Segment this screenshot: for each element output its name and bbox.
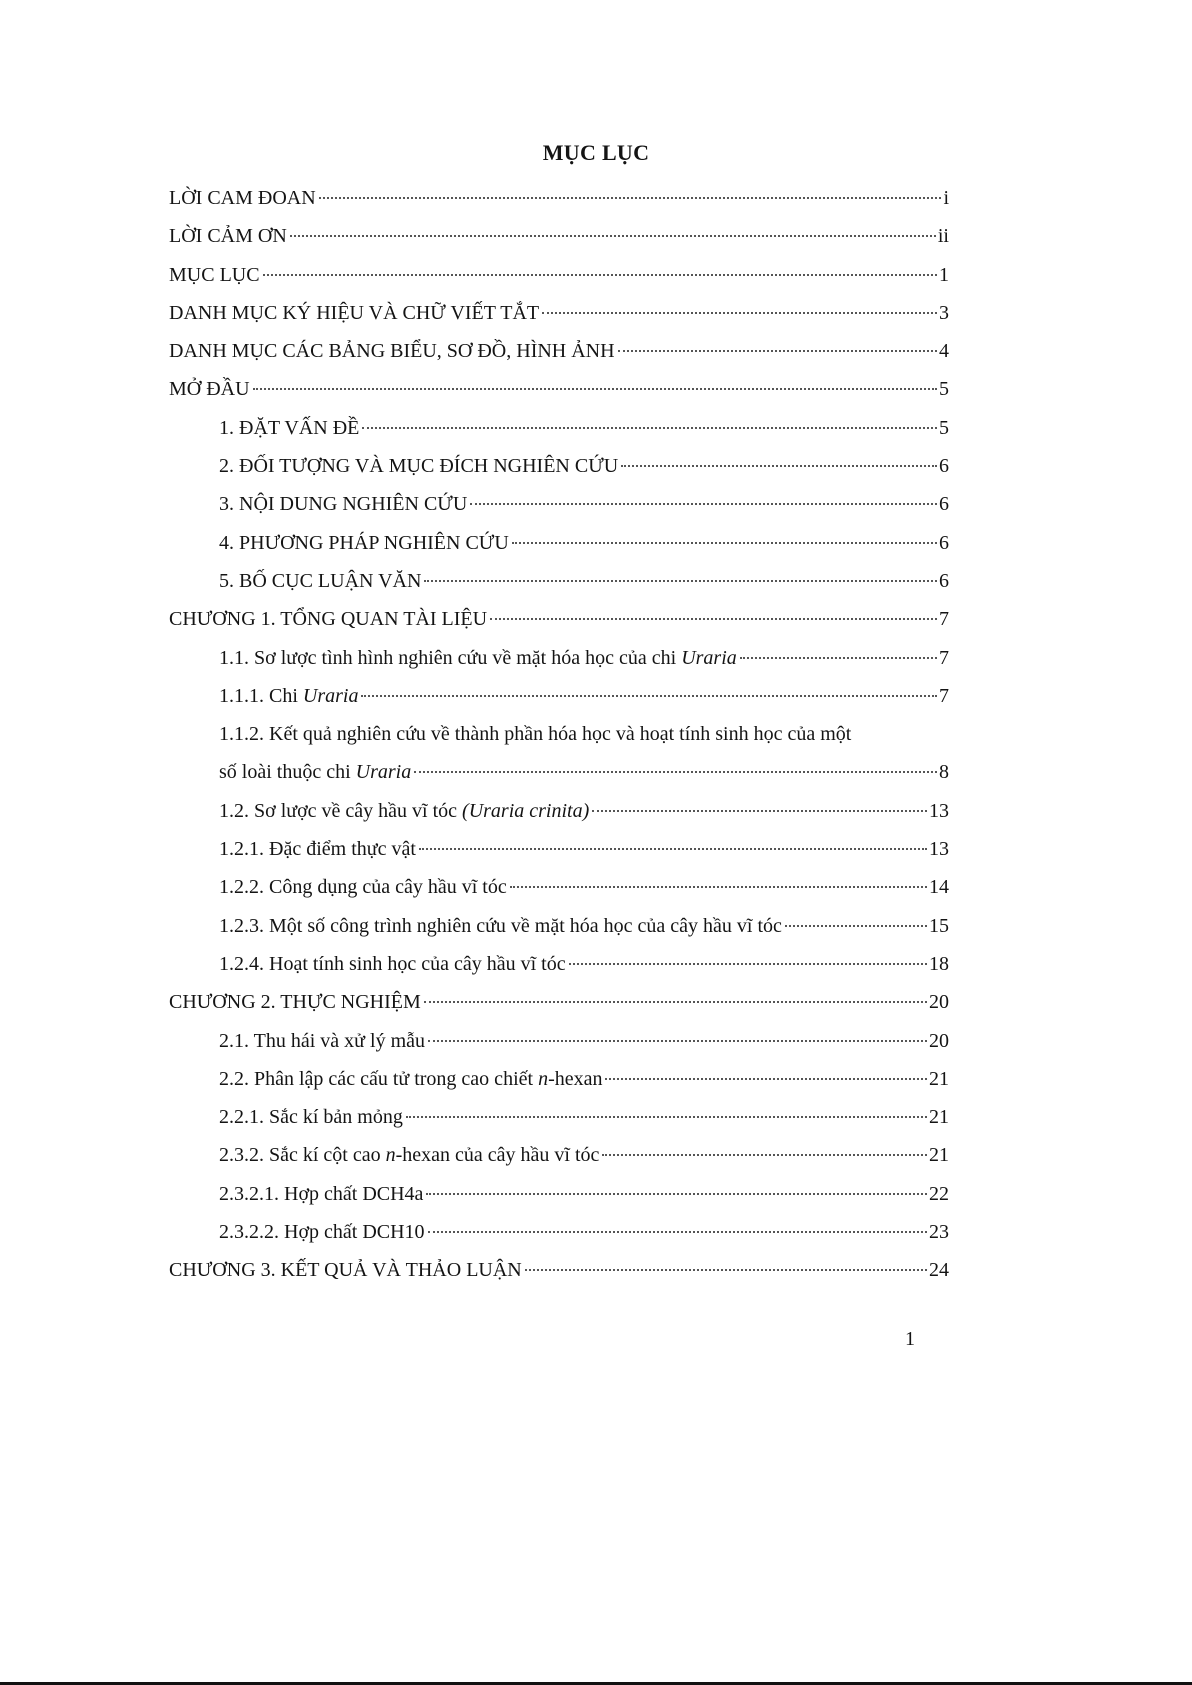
dot-leader — [424, 580, 937, 582]
toc-entry-text-after: -hexan — [548, 1067, 603, 1090]
toc-entry-page: 5 — [939, 378, 949, 401]
dot-leader — [740, 657, 937, 659]
toc-entry-title — [219, 447, 618, 485]
toc-entry-title — [219, 1175, 423, 1213]
dot-leader — [512, 542, 937, 544]
toc-entry-title — [219, 485, 467, 523]
toc-entry-page: 5 — [939, 416, 949, 439]
dot-leader — [490, 618, 937, 620]
toc-entry-title — [169, 370, 250, 408]
toc-entry-text: 2. ĐỐI TƯỢNG VÀ MỤC ĐÍCH NGHIÊN CỨU — [219, 455, 619, 478]
toc-entry-page: 15 — [929, 914, 949, 937]
dot-leader — [362, 427, 937, 429]
toc-entry-page: 24 — [929, 1259, 949, 1282]
toc-entry-italic-text: n — [538, 1067, 549, 1090]
toc-entry-text-after: -hexan của cây hầu vĩ tóc — [395, 1144, 600, 1167]
toc-entry-page: 23 — [929, 1221, 949, 1244]
toc-entry[interactable] — [169, 370, 949, 408]
toc-entry-title — [219, 1213, 425, 1251]
page-number: 1 — [905, 1328, 915, 1350]
toc-entry-text: 1.2.4. Hoạt tính sinh học của cây hầu vĩ tóc — [219, 952, 566, 975]
toc-entry-text: 1.2.1. Đặc điểm thực vật — [219, 838, 416, 861]
toc-entry-page: 8 — [939, 761, 949, 784]
toc-entry[interactable] — [169, 830, 949, 868]
toc-entry-title — [219, 792, 589, 830]
toc-entry-title — [219, 562, 421, 600]
dot-leader — [290, 235, 936, 237]
toc-entry-title — [219, 1098, 403, 1136]
dot-leader — [426, 1193, 927, 1195]
toc-entry-text: 4. PHƯƠNG PHÁP NGHIÊN CỨU — [219, 531, 509, 554]
toc-entry[interactable] — [169, 447, 949, 485]
toc-entry[interactable] — [169, 1098, 949, 1136]
toc-entry[interactable] — [169, 907, 949, 945]
toc-entry-title — [219, 1136, 599, 1174]
toc-entry[interactable] — [169, 409, 949, 447]
dot-leader — [428, 1231, 927, 1233]
toc-entry-title — [169, 179, 316, 217]
toc-entry-title — [169, 294, 539, 332]
toc-entry-text: 1.2. Sơ lược về cây hầu vĩ tóc — [219, 799, 463, 822]
toc-entry[interactable] — [169, 677, 949, 715]
dot-leader — [319, 197, 942, 199]
toc-entry-text: 5. BỐ CỤC LUẬN VĂN — [219, 569, 422, 592]
toc-entry[interactable] — [169, 1251, 949, 1289]
toc-entry[interactable] — [169, 1136, 949, 1174]
dot-leader — [414, 771, 937, 773]
toc-entry[interactable] — [169, 524, 949, 562]
toc-entry-text: LỜI CẢM ƠN — [169, 225, 287, 248]
toc-entry[interactable] — [169, 1060, 949, 1098]
toc-entry-title — [219, 1060, 602, 1098]
toc-entry-text: MỤC LỤC — [169, 263, 260, 286]
toc-entry-page: 7 — [939, 684, 949, 707]
toc-entry-page: 21 — [929, 1067, 949, 1090]
toc-entry-title — [169, 983, 421, 1021]
dot-leader — [419, 848, 927, 850]
toc-entry-title — [219, 677, 358, 715]
toc-entry-text: LỜI CAM ĐOAN — [169, 187, 316, 209]
toc-entry-text: 2.3.2.1. Hợp chất DCH4a — [219, 1182, 424, 1205]
dot-leader — [424, 1001, 927, 1003]
toc-entry[interactable] — [169, 294, 949, 332]
toc-entry-page: 7 — [939, 608, 949, 631]
toc-entry[interactable] — [169, 1175, 949, 1213]
toc-entry-page: ii — [937, 225, 949, 248]
toc-entry-title — [169, 1251, 522, 1289]
toc-entry-page: 20 — [929, 991, 949, 1014]
toc-entry[interactable] — [169, 1022, 949, 1060]
dot-leader — [510, 886, 927, 888]
toc-entry-text: 2.3.2.2. Hợp chất DCH10 — [219, 1221, 425, 1244]
dot-leader — [592, 810, 927, 812]
toc-entry[interactable] — [169, 256, 949, 294]
dot-leader — [253, 388, 937, 390]
toc-entry-page: 1 — [939, 263, 949, 286]
toc-entry-text-line1: 1.1.2. Kết quả nghiên cứu về thành phần hóa học và hoạt tính sinh học của một — [219, 723, 852, 746]
toc-entry-italic-text: (Uraria crinita) — [462, 799, 590, 822]
toc-entry-text: số loài thuộc chi — [219, 761, 356, 784]
toc-entry-title — [219, 868, 507, 906]
toc-entry[interactable] — [169, 562, 949, 600]
dot-leader — [621, 465, 937, 467]
toc-entry-page: 4 — [939, 340, 949, 363]
toc-entry-page: i — [943, 187, 949, 209]
toc-entry-text: 1. ĐẶT VẤN ĐỀ — [219, 416, 360, 439]
toc-entry-text: 1.1.1. Chi — [219, 684, 303, 707]
toc-entry-title — [219, 945, 566, 983]
toc-entry[interactable] — [169, 715, 949, 792]
dot-leader — [618, 350, 937, 352]
toc-entry[interactable] — [169, 983, 949, 1021]
dot-leader — [602, 1154, 927, 1156]
toc-entry[interactable] — [169, 868, 949, 906]
toc-entry-text: 1.2.2. Công dụng của cây hầu vĩ tóc — [219, 876, 507, 899]
dot-leader — [525, 1269, 927, 1271]
toc-entry-page: 14 — [929, 876, 949, 899]
toc-entry-title — [219, 524, 509, 562]
toc-entry[interactable] — [169, 485, 949, 523]
toc-entry-text: CHƯƠNG 3. KẾT QUẢ VÀ THẢO LUẬN — [169, 1259, 522, 1282]
toc-entry-text: 1.1. Sơ lược tình hình nghiên cứu về mặt hóa học của chi — [219, 646, 682, 669]
toc-entry-page: 7 — [939, 646, 949, 669]
toc-entry-title — [169, 217, 287, 255]
toc-entry-page: 13 — [929, 838, 949, 861]
dot-leader — [569, 963, 927, 965]
toc-entry-title — [169, 600, 487, 638]
toc-entry-text: 2.1. Thu hái và xử lý mẫu — [219, 1029, 425, 1052]
dot-leader — [542, 312, 937, 314]
toc-entry-italic-text: n — [385, 1144, 396, 1167]
toc-entry-text: 3. NỘI DUNG NGHIÊN CỨU — [219, 493, 468, 516]
toc-entry-page: 21 — [929, 1106, 949, 1129]
toc-entry-text: CHƯƠNG 2. THỰC NGHIỆM — [169, 991, 421, 1014]
toc-entry-italic-text: Uraria — [681, 646, 737, 669]
page-title: MỤC LỤC — [542, 140, 650, 165]
toc-entry[interactable] — [169, 179, 949, 217]
toc-entry-italic-text: Uraria — [302, 684, 359, 707]
dot-leader — [605, 1078, 927, 1080]
toc-entry[interactable] — [169, 1213, 949, 1251]
dot-leader — [406, 1116, 927, 1118]
dot-leader — [785, 925, 927, 927]
dot-leader — [361, 695, 937, 697]
toc-entry-page: 20 — [929, 1029, 949, 1052]
toc-entry-title — [219, 409, 359, 447]
toc-entry-text: 2.2.1. Sắc kí bản mỏng — [219, 1106, 403, 1129]
toc-entry-title — [219, 907, 782, 945]
toc-entry-page: 13 — [929, 799, 949, 822]
toc-entry-text: 2.2. Phân lập các cấu tử trong cao chiết — [219, 1067, 539, 1090]
toc-entry[interactable] — [169, 639, 949, 677]
toc-entry-page: 6 — [939, 493, 949, 516]
toc-entry-italic-text: Uraria — [355, 761, 412, 784]
toc-entry-line2 — [219, 753, 949, 791]
toc-entry-text: DANH MỤC CÁC BẢNG BIỂU, SƠ ĐỒ, HÌNH ẢNH — [169, 340, 615, 363]
toc-entry-title — [219, 753, 411, 791]
toc-entry-text: 1.2.3. Một số công trình nghiên cứu về mặt hóa học của cây hầu vĩ tóc — [219, 914, 782, 937]
toc-entry[interactable] — [169, 600, 949, 638]
toc-entry-text: DANH MỤC KÝ HIỆU VÀ CHỮ VIẾT TẮT — [169, 301, 540, 324]
toc-entry-page: 6 — [939, 569, 949, 592]
toc-entry[interactable] — [169, 332, 949, 370]
dot-leader — [428, 1040, 927, 1042]
toc-entry-text: CHƯƠNG 1. TỔNG QUAN TÀI LIỆU — [169, 608, 488, 631]
toc-entry-title — [169, 332, 615, 370]
toc-entry-page: 21 — [929, 1144, 949, 1167]
toc-entry-title — [169, 256, 260, 294]
toc-entry[interactable] — [169, 217, 949, 255]
toc-entry-page: 18 — [929, 952, 949, 975]
dot-leader — [470, 503, 937, 505]
toc-entry-page: 22 — [929, 1182, 949, 1205]
toc-entry-text: 2.3.2. Sắc kí cột cao — [219, 1144, 386, 1167]
dot-leader — [263, 274, 937, 276]
toc-entry-page: 6 — [939, 455, 949, 478]
toc-entry[interactable] — [169, 945, 949, 983]
toc-entry-title — [219, 830, 416, 868]
toc-entry-text: MỞ ĐẦU — [169, 378, 250, 401]
toc-entry-page: 3 — [939, 301, 949, 324]
toc-entry[interactable] — [169, 792, 949, 830]
table-of-contents — [169, 179, 949, 1290]
toc-entry-title — [219, 1022, 425, 1060]
toc-entry-page: 6 — [939, 531, 949, 554]
toc-entry-title — [219, 639, 737, 677]
